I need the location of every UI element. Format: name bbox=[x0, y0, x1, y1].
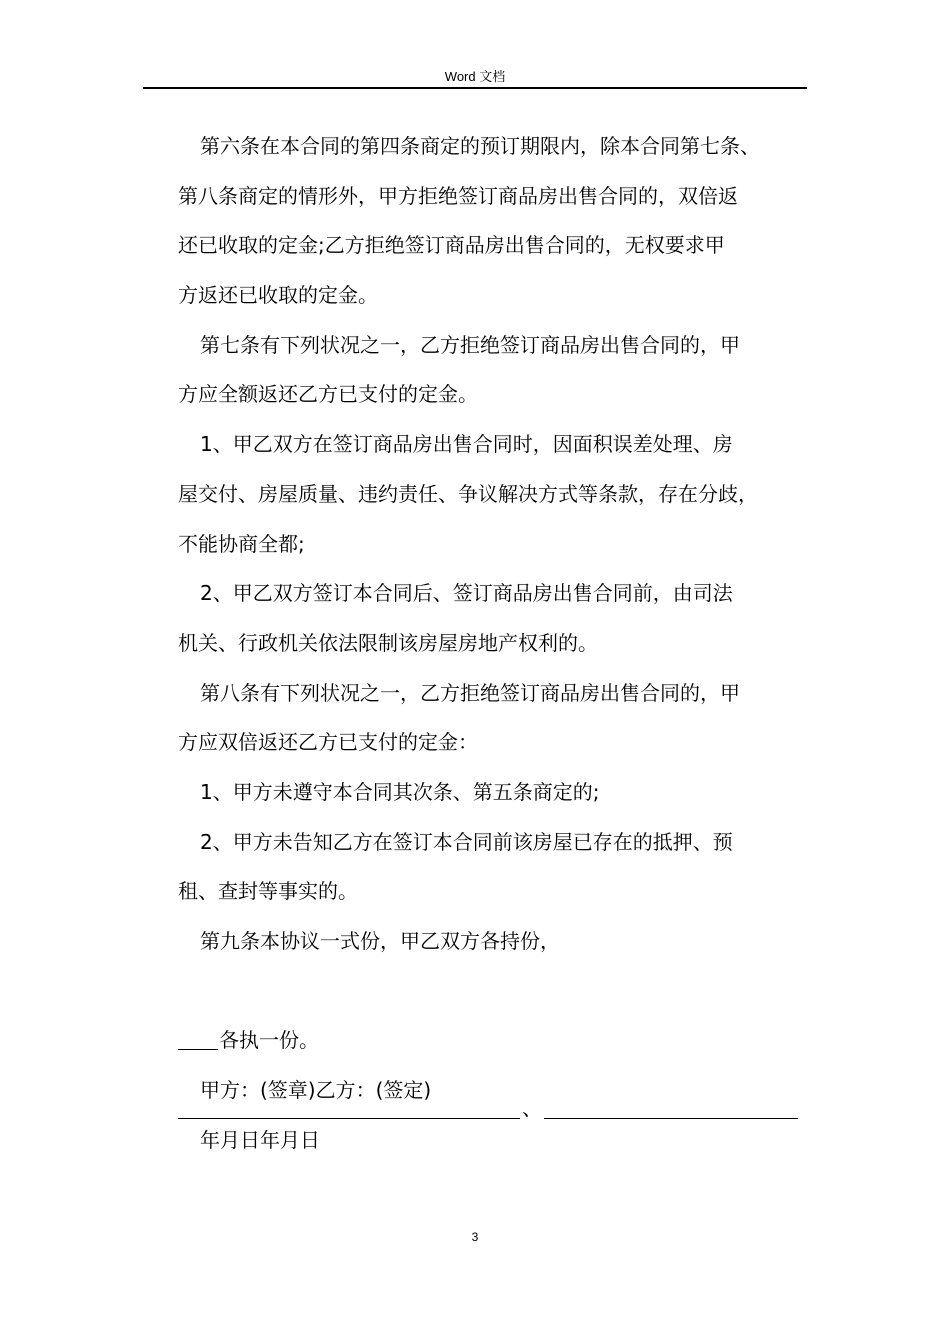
paragraph-line: 1、甲方未遵守本合同其次条、第五条商定的; bbox=[200, 779, 600, 804]
paragraph-line: 2、甲方未告知乙方在签订本合同前该房屋已存在的抵押、预 bbox=[200, 829, 733, 854]
paragraph-line: 2、甲乙双方签订本合同后、签订商品房出售合同前，由司法 bbox=[200, 581, 733, 606]
paragraph-line: 第八条有下列状况之一，乙方拒绝签订商品房出售合同的，甲 bbox=[200, 680, 740, 705]
paragraph-line: 方应全额返还乙方已支付的定金。 bbox=[178, 382, 478, 407]
paragraph-line: 还已收取的定金;乙方拒绝签订商品房出售合同的，无权要求甲 bbox=[178, 233, 725, 258]
signature-line: 甲方：(签章)乙方：(签定) bbox=[200, 1078, 432, 1103]
document-body bbox=[178, 122, 818, 1165]
paragraph-line: 第八条商定的情形外，甲方拒绝签订商品房出售合同的，双倍返 bbox=[178, 183, 738, 208]
paragraph-line: 第七条有下列状况之一，乙方拒绝签订商品房出售合同的，甲 bbox=[200, 332, 740, 357]
copies-text: 各执一份。 bbox=[219, 1028, 319, 1053]
page-number: 3 bbox=[471, 1230, 479, 1244]
paragraph-line: 方返还已收取的定金。 bbox=[178, 283, 378, 308]
copies-line bbox=[178, 1016, 818, 1066]
header-rule bbox=[143, 87, 807, 89]
date-line: 年月日年月日 bbox=[200, 1127, 320, 1152]
page-header: Word 文档 bbox=[444, 69, 506, 84]
paragraph-line: 不能协商全都; bbox=[178, 531, 305, 556]
paragraph-line: 方应双倍返还乙方已支付的定金： bbox=[178, 730, 478, 755]
paragraph-line: 第九条本协议一式份，甲乙双方各持份， bbox=[200, 929, 560, 953]
paragraph-line: 机关、行政机关依法限制该房屋房地产权利的。 bbox=[178, 630, 598, 655]
paragraph-line: 屋交付、房屋质量、违约责任、争议解决方式等条款，存在分歧， bbox=[178, 481, 758, 506]
paragraph-line: 租、查封等事实的。 bbox=[178, 879, 358, 904]
blank-separator: 、 bbox=[522, 1096, 542, 1120]
paragraph-line: 第六条在本合同的第四条商定的预订期限内，除本合同第七条、 bbox=[200, 134, 760, 158]
paragraph-line: 1、甲乙双方在签订商品房出售合同时，因面积误差处理、房 bbox=[200, 432, 733, 457]
fill-in-blank bbox=[178, 1029, 218, 1050]
